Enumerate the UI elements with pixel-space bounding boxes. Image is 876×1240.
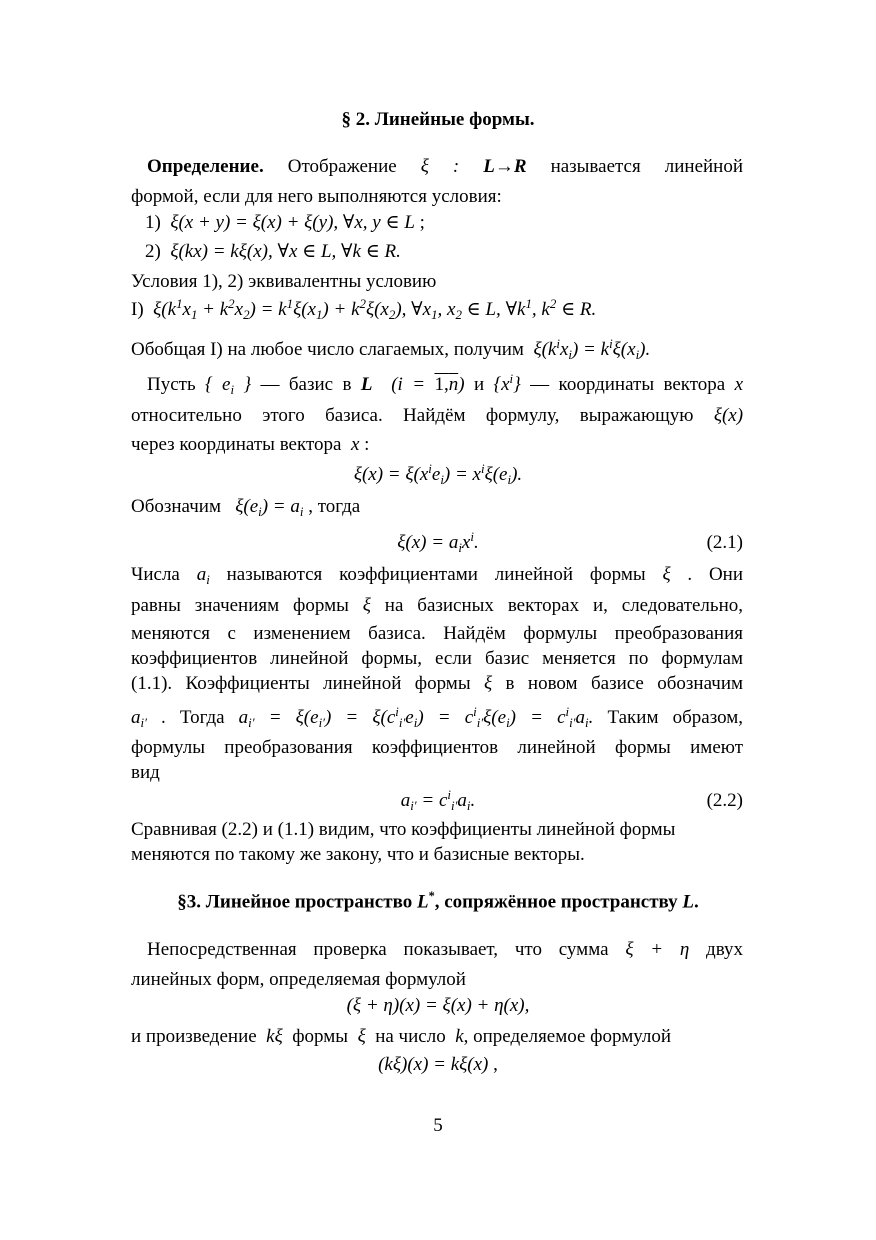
condition-1: 1) ξ(x + y) = ξ(x) + ξ(y), ∀x, y ∈ L ; (145, 212, 425, 233)
generalization-line: Обобщая I) на любое число слагаемых, получим $\xi(k^ix_i) = k^i\xi(x_i)$. (131, 335, 651, 362)
equation-number-2-2: (2.2) (706, 790, 743, 811)
section-3-line-3: и произведение kξ формы ξ на число k, определяемое формулой (131, 1026, 672, 1047)
formula-sum: (ξ + η)(x) = ξ(x) + η(x), (346, 995, 530, 1016)
compare-line-1: Сравнивая (2.2) и (1.1) видим, что коэффициенты линейной формы (131, 819, 676, 840)
then-line-3: вид (131, 762, 160, 783)
formula-2-2: $a_{i'} = c^i_{i'}a_i$. (400, 786, 476, 813)
section-3-line-1: Непосредственная проверка показывает, что сумма ξ + η двух (147, 939, 744, 960)
basis-line-2: относительно этого базиса. Найдём формулу, выражающую ξ(x) (131, 405, 744, 426)
then-line-2: формулы преобразования коэффициентов линейной формы имеют (131, 737, 743, 758)
coefficients-line-1: Числа $a_i$ называются коэффициентами линейной формы ξ . Они (131, 564, 744, 587)
condition-I: I) $\xi(k^1x_1 + k^2x_2) = k^1\xi(x_1) + k^2\xi(x_2)$, $\forall x_1$, $x_2$ ∈ L, $\forall k^1$, $k^2$ ∈ R. (131, 295, 597, 322)
basis-line-3: через координаты вектора x : (131, 434, 370, 455)
coefficients-line-5: (1.1). Коэффициенты линейной формы ξ в новом базисе обозначим (131, 673, 744, 694)
basis-line-1: Пусть { $e_i$ } — базис в L $(i = 1,\overline{n})$ и $\{x^i\}$ — координаты вектора x (147, 370, 744, 397)
then-line: $a_{i'}$ . Тогда $a_{i'} = \xi(e_{i'}) = \xi(c^i_{i'}e_i) = c^i_{i'}\xi(e_i) = c^i_{i'}a_i$. Таким образом, (131, 703, 744, 730)
definition-mapping: ξ : L→R (420, 156, 527, 177)
equation-number-2-1: (2.1) (706, 532, 743, 553)
definition-line-2: формой, если для него выполняются условия: (131, 186, 502, 207)
section-3-title: §3. Линейное пространство L*, сопряжённое пространству L. (177, 889, 699, 913)
coefficients-line-4: коэффициентов линейной формы, если базис меняется по формулам (131, 648, 743, 669)
formula-xi-expansion: $\xi(x) = \xi(x^ie_i) = x^i\xi(e_i)$. (353, 460, 523, 487)
condition-2: 2) ξ(kx) = kξ(x), ∀x ∈ L, ∀k ∈ R. (145, 241, 401, 262)
compare-line-2: меняются по такому же закону, что и базисные векторы. (131, 844, 585, 865)
definition-text-2: называется линейной (550, 156, 744, 177)
denote-line: Обозначим $\xi(e_i) = a_i$ , тогда (131, 496, 361, 519)
section-2-title: § 2. Линейные формы. (341, 109, 535, 130)
definition-line (131, 157, 743, 177)
equivalence-text: Условия 1), 2) эквивалентны условию (131, 271, 437, 292)
coefficients-line-2: равны значениям формы ξ на базисных векторах и, следовательно, (131, 595, 743, 616)
formula-2-1: $\xi(x) = a_ix^i$. (397, 528, 479, 555)
definition-text-1: Отображение (287, 156, 397, 177)
section-3-line-2: линейных форм, определяемая формулой (131, 969, 466, 990)
formula-product: (kξ)(x) = kξ(x) , (378, 1054, 498, 1075)
page-number: 5 (433, 1115, 443, 1136)
definition-term: Определение. (147, 156, 264, 177)
coefficients-line-3: меняются с изменением базиса. Найдём формулы преобразования (131, 623, 743, 644)
